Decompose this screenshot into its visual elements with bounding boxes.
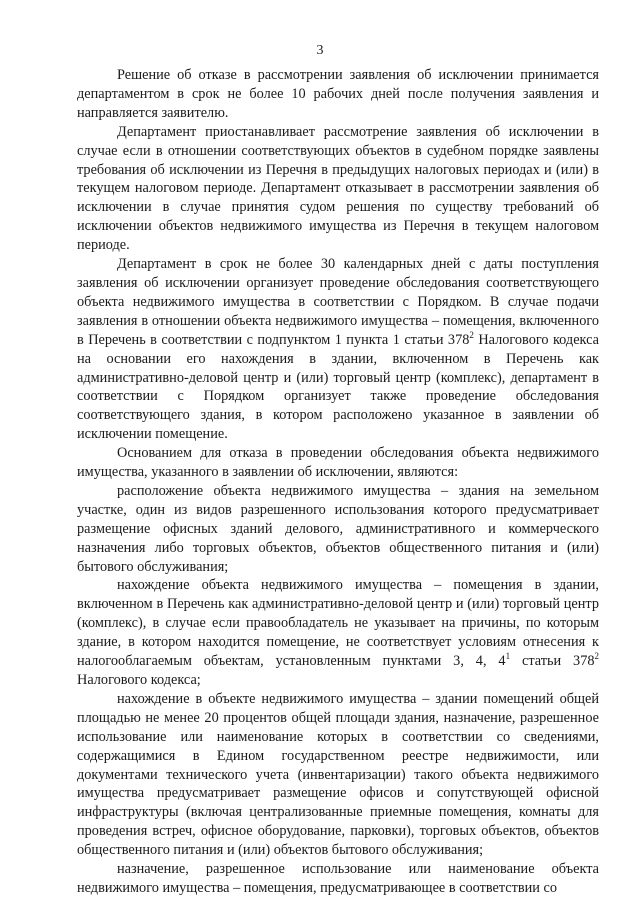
paragraph-inspection-deadline: [77, 255, 599, 444]
superscript: 2: [594, 651, 599, 662]
page-number: 3: [316, 43, 324, 58]
paragraph-text: статьи 378: [510, 653, 595, 670]
paragraph-text: нахождение объекта недвижимого имущества – помещения в здании, включенном в Перечень как административно-деловой центр и (или) торговый центр (комплекс), в случае если правообладатель не указывает на причины, по которым здание, в котором находится помещение, не соответствует условиям отнесения к налогооблагаемым объектам, установленным пунктами 3, 4, 4: [77, 577, 599, 670]
paragraph-grounds-intro: Основанием для отказа в проведении обследования объекта недвижимого имущества, указанного в заявлении об исключении, являются:: [77, 445, 599, 481]
paragraph-ground-premises: [77, 576, 599, 689]
paragraph-ground-land-plot: расположение объекта недвижимого имущества – здания на земельном участке, один из видов разрешенного использования которого предусматривает размещение офисных зданий делового, административного и коммерческого назначения либо торговых объектов, объектов общественного питания и (или) бытового обслуживания;: [77, 482, 599, 575]
paragraph-refusal-decision: Решение об отказе в рассмотрении заявления об исключении принимается департаментом в срок не более 10 рабочих дней после получения заявления и направляется заявителю.: [77, 67, 599, 121]
paragraph-suspension: Департамент приостанавливает рассмотрение заявления об исключении в случае если в отношении соответствующих объектов в судебном порядке заявлены требования об исключении из Перечня в предыдущих налоговых периодах и (или) в текущем налоговом периоде. Департамент отказывает в рассмотрении заявления об исключении в случае принятия судом решения по существу требований об исключении объектов недвижимого имущества из Перечня в текущем налоговом периоде.: [77, 123, 599, 254]
paragraph-ground-designation: назначение, разрешенное использование или наименование объекта недвижимого имущества – помещения, предусматривающее в соответствии со: [77, 861, 599, 896]
superscript: 2: [469, 329, 474, 340]
paragraph-text: Департамент в срок не более 30 календарных дней с даты поступления заявления об исключении организует проведение обследования соответствующего объекта недвижимого имущества в соответствии с Порядком. В случае подачи заявления в отношении объекта недвижимого имущества – помещения, включенного в Перечень в соответствии с подпунктом 1 пункта 1 статьи 378: [77, 256, 599, 348]
superscript: 1: [505, 651, 511, 662]
document-body: [77, 66, 599, 898]
paragraph-text: Налогового кодекса;: [77, 672, 201, 688]
paragraph-ground-building-area: нахождение в объекте недвижимого имущества – здании помещений общей площадью не менее 20 процентов общей площади здания, назначение, разрешенное использование или наименование которых в соответствии со сведениями, содержащимися в Едином государственном реестре недвижимости, или документами технического учета (инвентаризации) такого объекта недвижимого имущества предусматривает размещение офисов и сопутствующей офисной инфраструктуры (включая централизованные приемные помещения, комнаты для проведения встреч, офисное оборудование, парковки), торговых объектов, объектов общественного питания и (или) объектов бытового обслуживания;: [77, 690, 599, 859]
paragraph-text: Налогового кодекса на основании его нахождения в здании, включенном в Перечень как административно-деловой центр и (или) торговый центр (комплекс), департамент в соответствии с Порядком организует также проведение обследования соответствующего здания, в котором расположено указанное в заявлении об исключении помещение.: [77, 331, 599, 443]
